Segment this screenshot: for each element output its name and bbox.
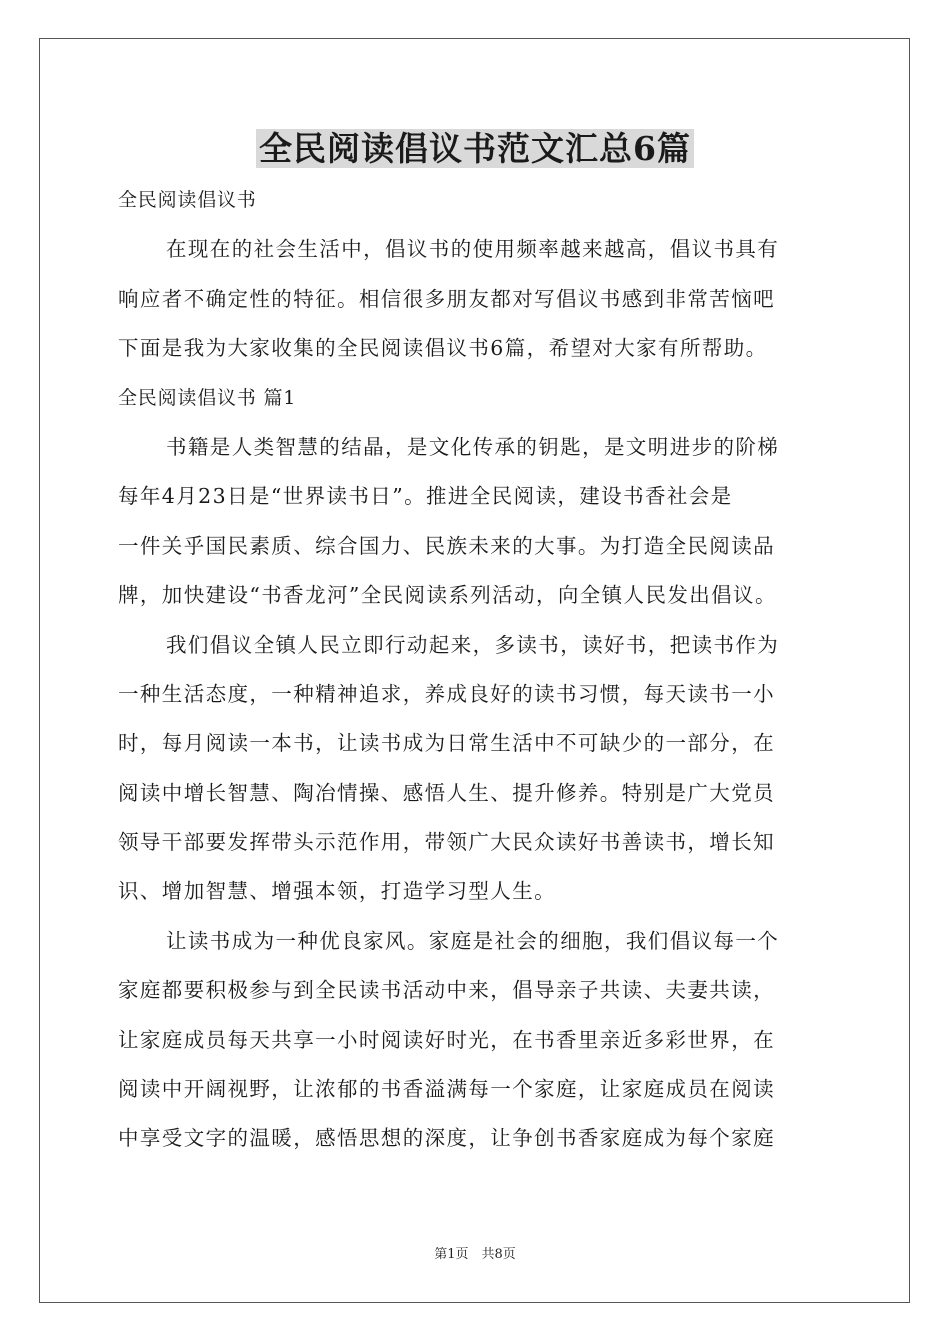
paragraph-line: 时，每月阅读一本书，让读书成为日常生活中不可缺少的一部分，在 — [118, 731, 775, 756]
paragraph-line: 每年4月23日是“世界读书日”。推进全民阅读，建设书香社会是 — [118, 484, 733, 509]
document-title — [0, 128, 950, 170]
section-heading: 全民阅读倡议书 篇1 — [118, 386, 297, 409]
paragraph-line: 让读书成为一种优良家风。家庭是社会的细胞，我们倡议每一个 — [166, 928, 780, 953]
paragraph-line: 牌，加快建设“书香龙河”全民阅读系列活动，向全镇人民发出倡议。 — [118, 583, 777, 608]
paragraph-line: 下面是我为大家收集的全民阅读倡议书6篇，希望对大家有所帮助。 — [118, 336, 768, 361]
paragraph-line: 让家庭成员每天共享一小时阅读好时光，在书香里亲近多彩世界，在 — [118, 1027, 775, 1052]
paragraph-line: 家庭都要积极参与到全民读书活动中来，倡导亲子共读、夫妻共读， — [118, 978, 775, 1003]
page-number: 第1页 共8页 — [434, 1247, 516, 1262]
paragraph-line: 书籍是人类智慧的结晶，是文化传承的钥匙，是文明进步的阶梯 — [166, 434, 780, 459]
document-body — [118, 176, 840, 1164]
paragraph-line: 一种生活态度，一种精神追求，养成良好的读书习惯，每天读书一小 — [118, 681, 775, 706]
paragraph-line: 我们倡议全镇人民立即行动起来，多读书，读好书，把读书作为 — [166, 632, 780, 657]
document-title-text: 全民阅读倡议书范文汇总6篇 — [256, 129, 694, 168]
paragraph-line: 在现在的社会生活中，倡议书的使用频率越来越高，倡议书具有 — [166, 237, 780, 262]
paragraph-line: 一件关乎国民素质、综合国力、民族未来的大事。为打造全民阅读品 — [118, 533, 775, 558]
paragraph-line: 中享受文字的温暖，感悟思想的深度，让争创书香家庭成为每个家庭 — [118, 1126, 775, 1151]
section-heading: 全民阅读倡议书 — [118, 189, 257, 211]
paragraph-line: 阅读中增长智慧、陶冶情操、感悟人生、提升修养。特别是广大党员 — [118, 780, 775, 805]
paragraph-line: 阅读中开阔视野，让浓郁的书香溢满每一个家庭，让家庭成员在阅读 — [118, 1077, 775, 1102]
paragraph-line: 领导干部要发挥带头示范作用，带领广大民众读好书善读书，增长知 — [118, 830, 775, 855]
paragraph-line: 响应者不确定性的特征。相信很多朋友都对写倡议书感到非常苦恼吧 — [118, 286, 775, 311]
paragraph-line: 识、增加智慧、增强本领，打造学习型人生。 — [118, 879, 556, 904]
